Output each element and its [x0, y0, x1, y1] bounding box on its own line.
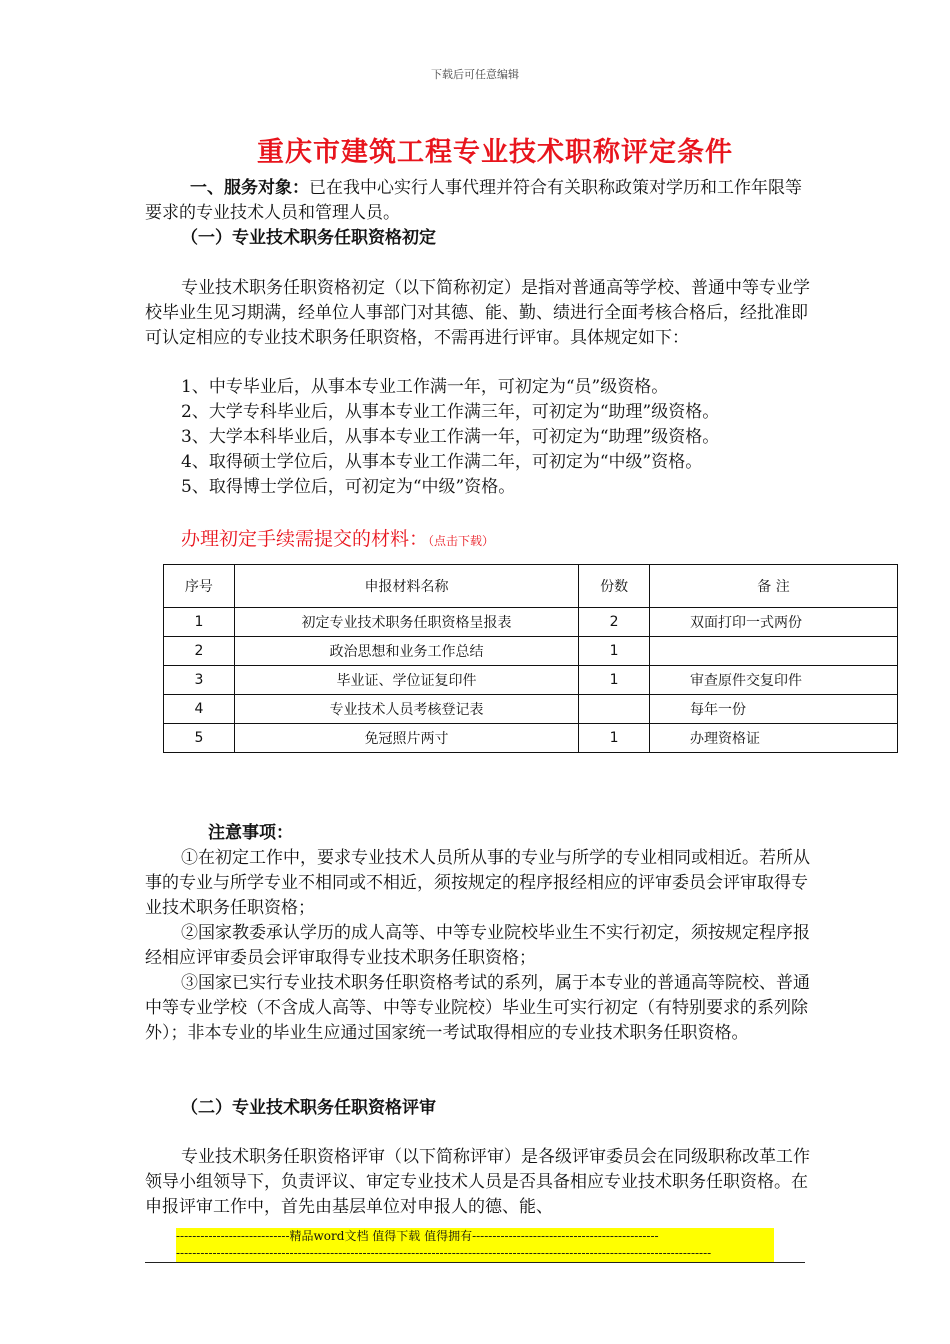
rule-item: 2、大学专科毕业后，从事本专业工作满三年，可初定为“助理”级资格。	[181, 402, 720, 422]
cell-count: 1	[579, 724, 650, 753]
section2-heading: （二）专业技术职务任职资格评审	[181, 1098, 436, 1118]
column-header-count: 份数	[579, 565, 650, 608]
table-row	[164, 608, 898, 637]
column-header-no: 序号	[164, 565, 235, 608]
download-link[interactable]: （点击下载）	[428, 534, 495, 548]
cell-note: 双面打印一式两份	[650, 608, 898, 637]
rule-item: 5、取得博士学位后，可初定为“中级”资格。	[181, 477, 516, 497]
table-header-row	[164, 565, 898, 608]
cell-name: 免冠照片两寸	[234, 724, 578, 753]
notes-heading: 注意事项：	[208, 823, 293, 843]
cell-count	[579, 695, 650, 724]
cell-no: 3	[164, 666, 235, 695]
cell-count: 1	[579, 637, 650, 666]
cell-note: 每年一份	[650, 695, 898, 724]
table-row	[164, 695, 898, 724]
materials-heading-text: 办理初定手续需提交的材料：	[181, 528, 429, 550]
cell-no: 4	[164, 695, 235, 724]
column-header-name: 申报材料名称	[234, 565, 578, 608]
document-title: 重庆市建筑工程专业技术职称评定条件	[257, 137, 733, 168]
table-row	[164, 724, 898, 753]
materials-heading	[181, 524, 494, 551]
cell-note	[650, 637, 898, 666]
rule-item: 3、大学本科毕业后，从事本专业工作满一年，可初定为“助理”级资格。	[181, 427, 720, 447]
section1-heading: （一）专业技术职务任职资格初定	[181, 228, 436, 248]
footer-banner-line1: ----------------------------精品word文档 值得下载 值得拥有----------------------------------------------	[176, 1228, 774, 1245]
cell-name: 政治思想和业务工作总结	[234, 637, 578, 666]
note-item: ②国家教委承认学历的成人高等、中等专业院校毕业生不实行初定，须按规定程序报经相应评审委员会评审取得专业技术职务任职资格；	[145, 923, 810, 968]
footer-banner-line2: ------------------------------------------------------------------------------------------------------------------------------------	[176, 1245, 774, 1262]
service-target-text: 已在我中心实行人事代理并符合有关职称政策对学历和工作年限等要求的专业技术人员和管理人员。	[145, 178, 802, 223]
service-target-label: 一、服务对象：	[190, 178, 309, 198]
rule-item: 4、取得硕士学位后，从事本专业工作满二年，可初定为“中级”资格。	[181, 452, 703, 472]
cell-note: 办理资格证	[650, 724, 898, 753]
cell-name: 毕业证、学位证复印件	[234, 666, 578, 695]
cell-no: 5	[164, 724, 235, 753]
cell-no: 2	[164, 637, 235, 666]
materials-table	[163, 564, 898, 753]
section1-intro: 专业技术职务任职资格初定（以下简称初定）是指对普通高等学校、普通中等专业学校毕业生见习期满，经单位人事部门对其德、能、勤、绩进行全面考核合格后，经批准即可认定相应的专业技术职务任职资格，不需再进行评审。具体规定如下：	[145, 278, 810, 348]
cell-no: 1	[164, 608, 235, 637]
header-note: 下载后可任意编辑	[431, 68, 519, 81]
table-row	[164, 637, 898, 666]
table-row	[164, 666, 898, 695]
footer-divider	[145, 1262, 805, 1263]
note-item: ①在初定工作中，要求专业技术人员所从事的专业与所学的专业相同或相近。若所从事的专业与所学专业不相同或不相近，须按规定的程序报经相应的评审委员会评审取得专业技术职务任职资格；	[145, 848, 810, 918]
cell-count: 1	[579, 666, 650, 695]
service-target-paragraph	[145, 176, 815, 226]
section2-intro: 专业技术职务任职资格评审（以下简称评审）是各级评审委员会在同级职称改革工作领导小组领导下，负责评议、审定专业技术人员是否具备相应专业技术职务任职资格。在申报评审工作中，首先由基层单位对申报人的德、能、	[145, 1147, 810, 1217]
cell-name: 初定专业技术职务任职资格呈报表	[234, 608, 578, 637]
cell-note: 审查原件交复印件	[650, 666, 898, 695]
note-item: ③国家已实行专业技术职务任职资格考试的系列，属于本专业的普通高等院校、普通中等专业学校（不含成人高等、中等专业院校）毕业生可实行初定（有特别要求的系列除外）；非本专业的毕业生应通过国家统一考试取得相应的专业技术职务任职资格。	[145, 973, 810, 1043]
rule-item: 1、中专毕业后，从事本专业工作满一年，可初定为“员”级资格。	[181, 377, 669, 397]
column-header-note: 备 注	[650, 565, 898, 608]
cell-count: 2	[579, 608, 650, 637]
cell-name: 专业技术人员考核登记表	[234, 695, 578, 724]
